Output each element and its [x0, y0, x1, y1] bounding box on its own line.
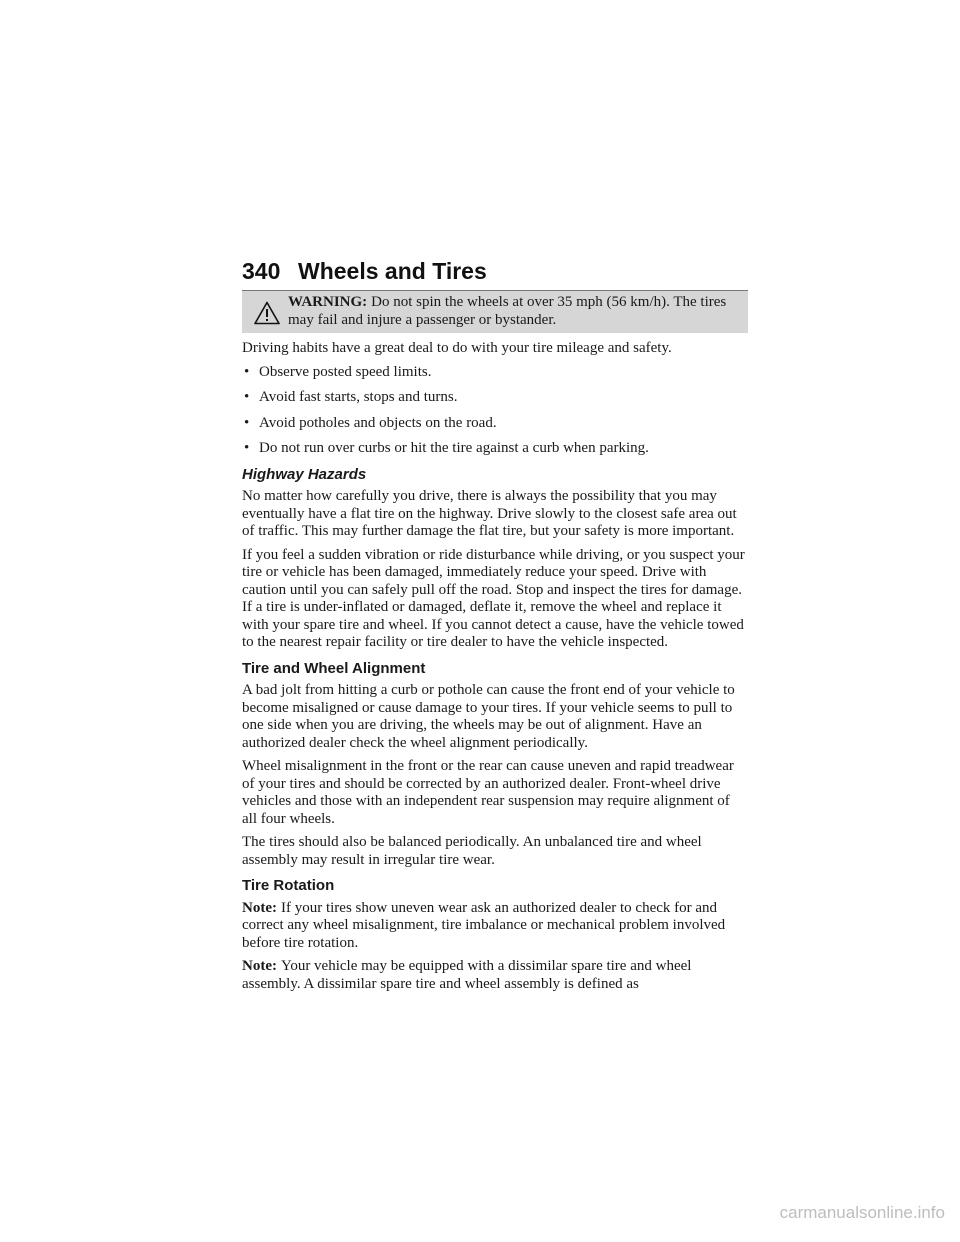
- warning-label: WARNING:: [288, 294, 368, 310]
- page-header: [242, 254, 748, 290]
- watermark: carmanualsonline.info: [779, 1203, 945, 1222]
- list-item: [242, 440, 748, 458]
- page-content: [242, 291, 748, 999]
- warning-box: [242, 291, 748, 333]
- driving-tips-list: [242, 364, 748, 458]
- list-item-text: Do not run over curbs or hit the tire against a curb when parking.: [259, 440, 649, 456]
- warning-text: Do not spin the wheels at over 35 mph (56 km/h). The tires may fail and injure a passenger or bystander.: [288, 294, 727, 328]
- rotation-note-1: [242, 900, 748, 953]
- highway-paragraph-2: If you feel a sudden vibration or ride disturbance while driving, or you suspect your tire or vehicle has been damaged, immediately reduce your speed. Drive with caution until you can safely pull off the road. Stop and inspect the tires for damage. If a tire is under-inflated or damaged, deflate it, remove the wheel and replace it with your spare tire and wheel. If you cannot detect a cause, have the vehicle towed to the nearest repair facility or tire dealer to have the vehicle inspected.: [242, 546, 745, 650]
- rotation-note-2: [242, 958, 748, 993]
- page-number: 340: [242, 258, 281, 284]
- highway-hazards-heading: Highway Hazards: [242, 465, 367, 483]
- note-label: Note:: [242, 958, 277, 974]
- highway-paragraph-1: No matter how carefully you drive, there is always the possibility that you may eventually have a flat tire on the highway. Drive slowly to the closest safe area out of traffic. This may further damage the flat tire, but your safety is more important.: [242, 488, 737, 539]
- note-text: If your tires show uneven wear ask an authorized dealer to check for and correct any wheel misalignment, tire imbalance or mechanical problem involved before tire rotation.: [242, 899, 726, 951]
- tire-rotation-heading: Tire Rotation: [242, 877, 335, 894]
- alignment-heading: Tire and Wheel Alignment: [242, 659, 426, 677]
- alignment-paragraph-1: A bad jolt from hitting a curb or pothole can cause the front end of your vehicle to become misaligned or cause damage to your tires. If your vehicle seems to pull to one side when you are driving, the wheels may be out of alignment. Have an authorized dealer check the wheel alignment periodically.: [242, 682, 735, 751]
- alignment-paragraph-3: The tires should also be balanced periodically. An unbalanced tire and wheel assembly may result in irregular tire wear.: [242, 834, 702, 868]
- list-item-text: Avoid potholes and objects on the road.: [259, 414, 497, 431]
- list-item: [242, 389, 748, 407]
- list-item: [242, 415, 748, 433]
- list-item: [242, 364, 748, 382]
- note-text: Your vehicle may be equipped with a dissimilar spare tire and wheel assembly. A dissimilar spare tire and wheel assembly is defined as: [242, 958, 692, 992]
- warning-triangle-icon: [254, 301, 280, 325]
- section-title: Wheels and Tires: [298, 258, 487, 284]
- bullet-icon: •: [244, 440, 250, 456]
- bullet-icon: •: [244, 414, 250, 431]
- list-item-text: Observe posted speed limits.: [259, 363, 432, 380]
- list-item-text: Avoid fast starts, stops and turns.: [259, 389, 458, 405]
- bullet-icon: •: [244, 363, 250, 380]
- intro-paragraph: Driving habits have a great deal to do with your tire mileage and safety.: [242, 340, 672, 356]
- bullet-icon: •: [244, 389, 250, 405]
- alignment-paragraph-2: Wheel misalignment in the front or the rear can cause uneven and rapid treadwear of your tires and should be corrected by an authorized dealer. Front-wheel drive vehicles and those with an independent rear suspension may require alignment of all four wheels.: [242, 758, 734, 827]
- note-label: Note:: [242, 899, 277, 916]
